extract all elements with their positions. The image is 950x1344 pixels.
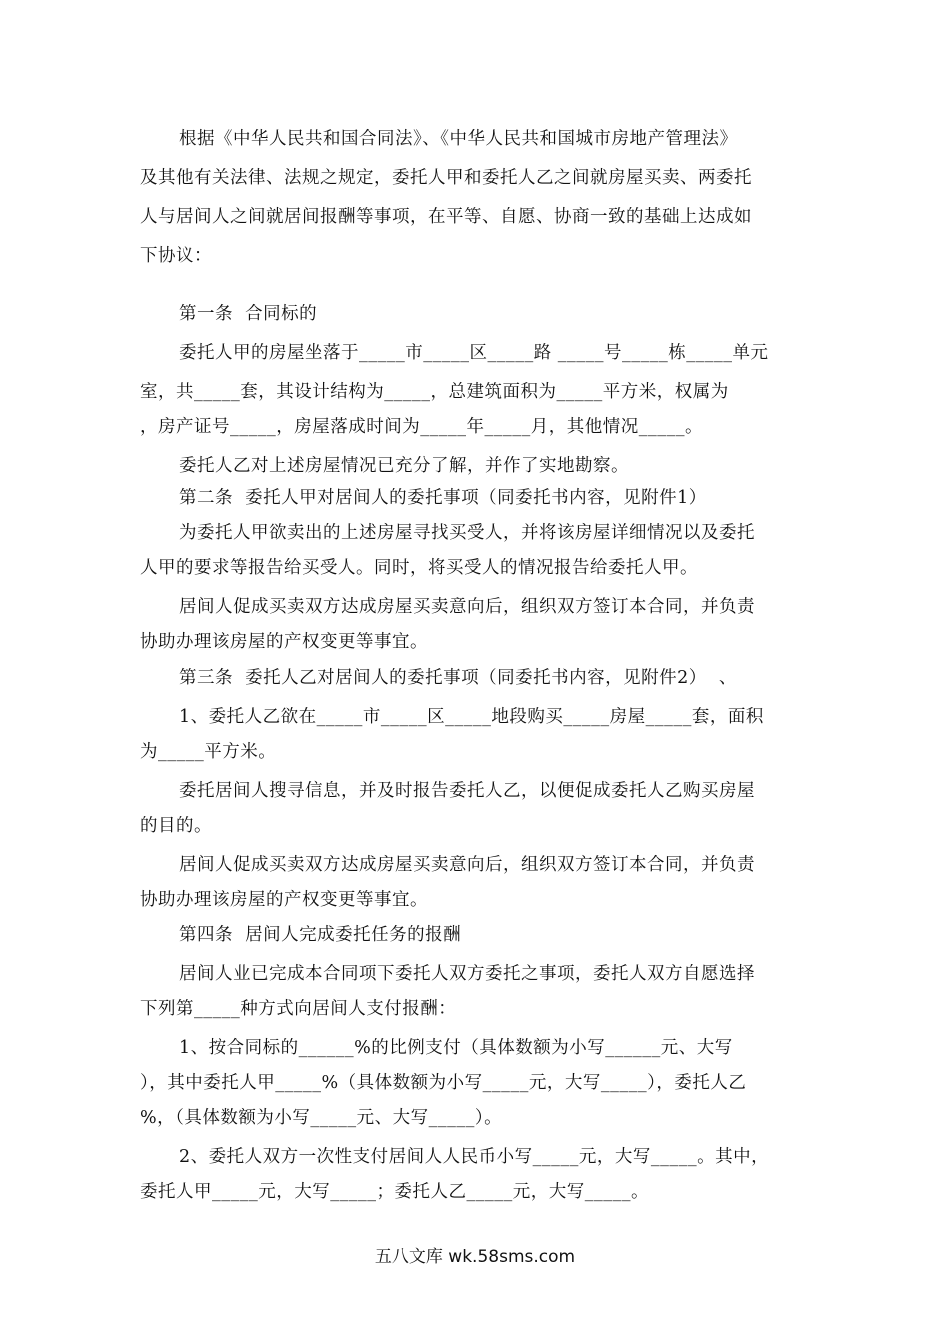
paragraph-line: ，房产证号_____，房屋落成时间为_____年_____月，其他情况_____。: [140, 417, 703, 437]
section-heading: 第三条 委托人乙对居间人的委托事项（同委托书内容，见附件2） 、: [179, 668, 737, 688]
section-heading: 第四条 居间人完成委托任务的报酬: [179, 925, 462, 945]
paragraph-line: 居间人业已完成本合同项下委托人双方委托之事项，委托人双方自愿选择: [179, 964, 755, 984]
paragraph-line: 委托人甲的房屋坐落于_____市_____区_____路 _____号_____栋_____单元: [179, 343, 769, 363]
paragraph-line: 协助办理该房屋的产权变更等事宜。: [140, 890, 428, 910]
paragraph-line: 人与居间人之间就居间报酬等事项，在平等、自愿、协商一致的基础上达成如: [140, 207, 752, 227]
paragraph-line: 协助办理该房屋的产权变更等事宜。: [140, 632, 428, 652]
section-heading: 第二条 委托人甲对居间人的委托事项（同委托书内容，见附件1）: [179, 488, 707, 508]
paragraph-line: ），其中委托人甲_____%（具体数额为小写_____元，大写_____），委托人乙: [140, 1073, 747, 1093]
section-heading: 第一条 合同标的: [179, 304, 318, 324]
paragraph-line: 下协议：: [140, 246, 212, 266]
paragraph-line: 为_____平方米。: [140, 742, 277, 762]
paragraph-line: %，（具体数额为小写_____元、大写_____）。: [140, 1108, 503, 1128]
paragraph-line: 居间人促成买卖双方达成房屋买卖意向后，组织双方签订本合同，并负责: [179, 597, 755, 617]
paragraph-line: 为委托人甲欲卖出的上述房屋寻找买受人，并将该房屋详细情况以及委托: [179, 523, 755, 543]
paragraph-line: 人甲的要求等报告给买受人。同时，将买受人的情况报告给委托人甲。: [140, 558, 698, 578]
paragraph-line: 室，共_____套，其设计结构为_____，总建筑面积为_____平方米，权属为: [140, 382, 729, 402]
paragraph-line: 委托居间人搜寻信息，并及时报告委托人乙，以便促成委托人乙购买房屋: [179, 781, 755, 801]
paragraph-line: 1、按合同标的______%的比例支付（具体数额为小写______元、大写: [179, 1038, 733, 1058]
paragraph-line: 根据《中华人民共和国合同法》、《中华人民共和国城市房地产管理法》: [179, 129, 738, 149]
footer-watermark: 五八文库 wk.58sms.com: [374, 1247, 576, 1267]
paragraph-line: 2、委托人双方一次性支付居间人人民币小写_____元，大写_____。其中，: [179, 1147, 770, 1167]
paragraph-line: 委托人甲_____元，大写_____；委托人乙_____元，大写_____。: [140, 1182, 649, 1202]
paragraph-line: 1、委托人乙欲在_____市_____区_____地段购买_____房屋_____套，面积: [179, 707, 764, 727]
paragraph-line: 委托人乙对上述房屋情况已充分了解，并作了实地勘察。: [179, 456, 629, 476]
paragraph-line: 下列第_____种方式向居间人支付报酬：: [140, 999, 457, 1019]
paragraph-line: 的目的。: [140, 816, 212, 836]
paragraph-line: 居间人促成买卖双方达成房屋买卖意向后，组织双方签订本合同，并负责: [179, 855, 755, 875]
paragraph-line: 及其他有关法律、法规之规定，委托人甲和委托人乙之间就房屋买卖、两委托: [140, 168, 752, 188]
